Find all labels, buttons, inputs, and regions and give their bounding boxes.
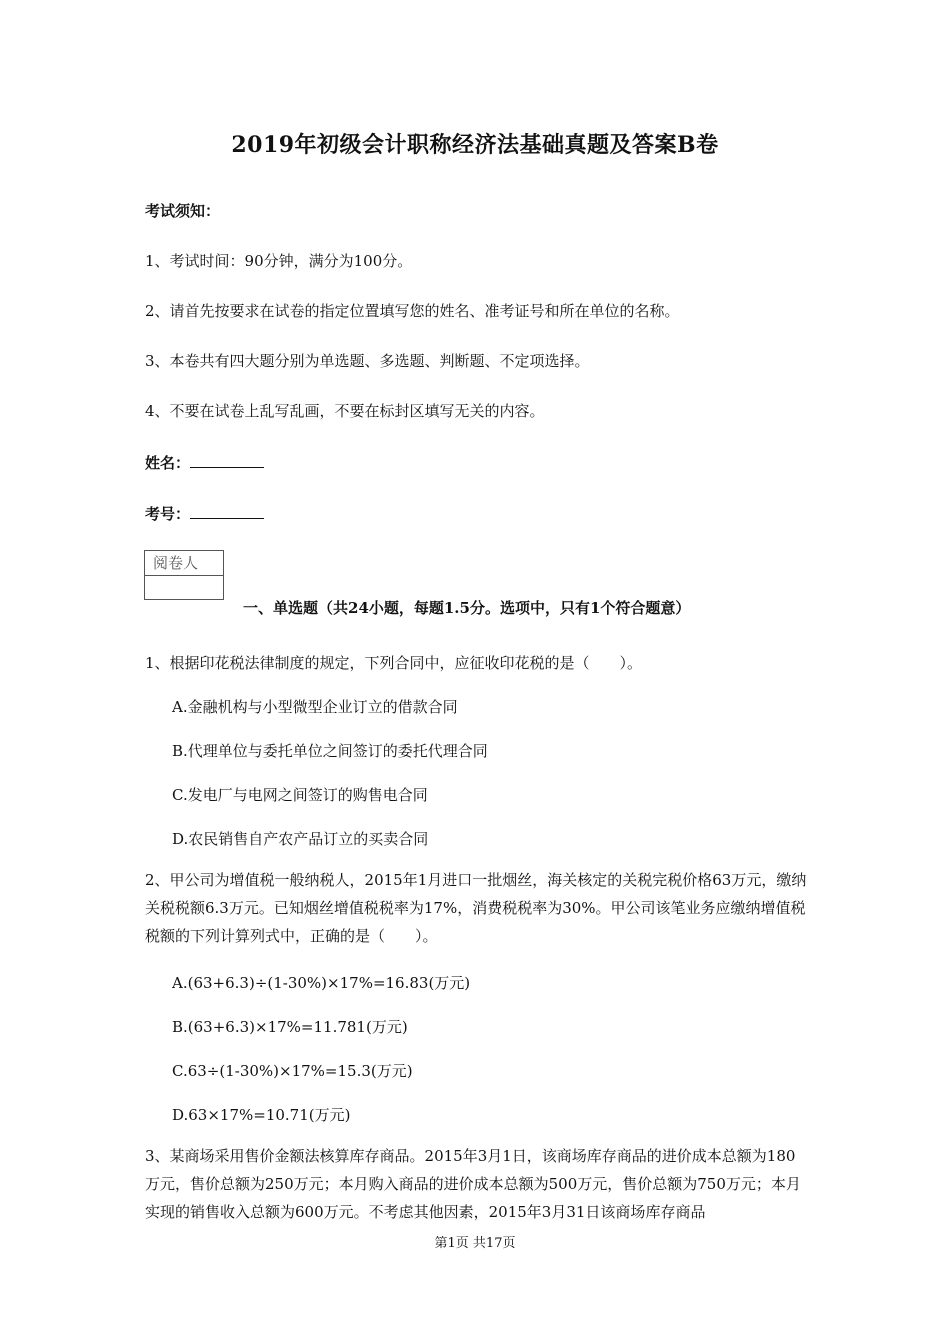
notice-item-4: 4、不要在试卷上乱写乱画，不要在标封区填写无关的内容。 (145, 402, 545, 420)
reviewer-label: 阅卷人 (145, 551, 223, 576)
number-blank[interactable] (190, 504, 264, 519)
name-blank[interactable] (190, 453, 264, 468)
question-2-option-d: D.63×17%=10.71(万元) (172, 1106, 351, 1124)
question-1-option-b: B.代理单位与委托单位之间签订的委托代理合同 (172, 742, 488, 760)
question-2-option-b: B.(63+6.3)×17%=11.781(万元) (172, 1018, 408, 1036)
notice-item-1: 1、考试时间：90分钟，满分为100分。 (145, 252, 413, 270)
question-2-option-c: C.63÷(1-30%)×17%=15.3(万元) (172, 1062, 413, 1080)
reviewer-box (144, 550, 224, 600)
name-label: 姓名： (145, 454, 191, 472)
page-title: 2019年初级会计职称经济法基础真题及答案B卷 (231, 132, 719, 158)
question-1-option-c: C.发电厂与电网之间签订的购售电合同 (172, 786, 428, 804)
name-field[interactable] (145, 452, 264, 473)
number-field[interactable] (145, 503, 264, 524)
question-1-stem: 1、根据印花税法律制度的规定，下列合同中，应征收印花税的是（ ）。 (145, 654, 643, 672)
notice-item-2: 2、请首先按要求在试卷的指定位置填写您的姓名、准考证号和所在单位的名称。 (145, 302, 680, 320)
section-title: 一、单选题（共24小题，每题1.5分。选项中，只有1个符合题意） (243, 599, 691, 617)
question-1-option-d: D.农民销售自产农产品订立的买卖合同 (172, 830, 429, 848)
notice-item-3: 3、本卷共有四大题分别为单选题、多选题、判断题、不定项选择。 (145, 352, 590, 370)
question-1-option-a: A.金融机构与小型微型企业订立的借款合同 (172, 698, 458, 716)
number-label: 考号： (145, 505, 191, 523)
question-2-stem: 2、甲公司为增值税一般纳税人，2015年1月进口一批烟丝，海关核定的关税完税价格63万元，缴纳关税税额6.3万元。已知烟丝增值税税率为17%，消费税税率为30%。甲公司该笔业务应缴纳增值税税额的下列计算列式中，正确的是（ ）。 (145, 871, 807, 945)
question-2-option-a: A.(63+6.3)÷(1-30%)×17%=16.83(万元) (172, 974, 471, 992)
question-3-stem: 3、某商场采用售价金额法核算库存商品。2015年3月1日，该商场库存商品的进价成本总额为180万元，售价总额为250万元；本月购入商品的进价成本总额为500万元，售价总额为750万元；本月实现的销售收入总额为600万元。不考虑其他因素，2015年3月31日该商场库存商品 (145, 1147, 801, 1221)
page-footer: 第1页 共17页 (434, 1236, 516, 1251)
notice-heading: 考试须知： (145, 202, 221, 220)
